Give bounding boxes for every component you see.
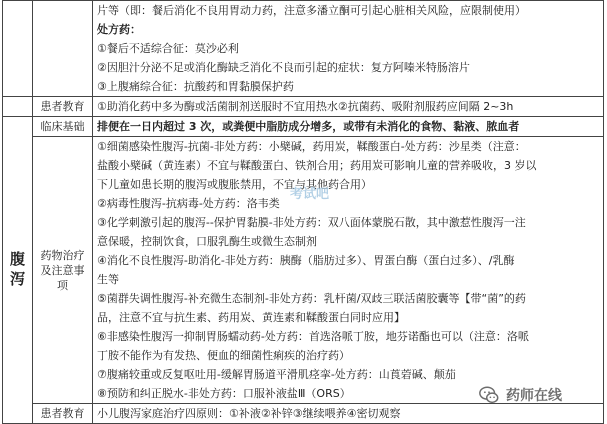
text-line: ⑦腹痛较重或反复呕吐用-缓解胃肠道平滑肌痉挛-处方药：山莨菪碱、颠茄 [97,368,456,381]
watermark-site: 考试吧 [290,187,330,202]
clinical-basis-text: 排便在一日内超过 3 次，或粪便中脂肪成分增多，或带有未消化的食物、黏液、脓血者 [93,117,604,137]
text-line: ②病毒性腹泻-抗病毒-处方药：洛韦类 [97,197,280,210]
label-cell-empty [33,1,93,97]
text-line: 下儿童如患长期的腹泻或腹胀禁用，不宜与其他药合用） [97,178,372,191]
text-line: 片等（即：餐后消化不良用胃动力药，注意多潘立酮可引起心脏相关风险，应限制使用） [97,4,526,17]
text-line: ③化学刺激引起的腹泻--保护胃黏膜-非处方药：双八面体蒙脱石散，其中激惹性腹泻一注 [97,216,526,229]
row-patient-education-2 [3,404,604,424]
pharmacy-guide-table [2,0,604,424]
row-dyspepsia-prescription [3,1,604,97]
text-line: ⑥非感染性腹泻一抑制胃肠蠕动药-处方药：首选洛哌丁胺，地芬诺酯也可以（注意：洛哌 [97,330,529,343]
text-line: ①餐后不适综合征：莫沙必利 [97,42,239,55]
row-clinical-basis [3,117,604,137]
section-cell-empty [3,97,33,117]
section-label: 腹泻 [9,250,25,288]
row-label: 临床基础 [33,117,93,137]
text-line: 品，注意不宜与抗生素、药用炭、黄连素和鞣酸蛋白同时应用】 [97,311,405,324]
row-label: 患者教育 [33,97,93,117]
text-line: 丁胺不能作为有发热、便血的细菌性痢疾的治疗药） [97,349,350,362]
section-cell-empty [3,1,33,97]
text-line: 生等 [97,273,119,286]
patient-education-text: 小儿腹泻家庭治疗四原则：①补液②补锌③继续喂养④密切观察 [93,404,604,424]
text-line: ④消化不良性腹泻-助消化-非处方药：胰酶（脂肪过多）、胃蛋白酶（蛋白过多）、/乳酶 [97,254,515,267]
row-label: 患者教育 [33,404,93,424]
dyspepsia-drug-cell [93,1,604,97]
text-line: ⑧预防和纠正脱水-非处方药：口服补液盐Ⅲ（ORS） [97,387,351,400]
text-line: ③上腹痛综合征：抗酸药和胃黏膜保护药 [97,80,294,93]
text-line: ①细菌感染性腹泻-抗菌-非处方药：小檗碱，药用炭，鞣酸蛋白-处方药：沙星类（注意： [97,140,526,153]
section-label-cell [3,117,33,424]
row-label: 药物治疗及注意事项 [33,137,93,404]
patient-education-text: ①助消化药中多为酶或活菌制剂送服时不宜用热水②抗菌药、吸附剂服药应间隔 2~3h [93,97,604,117]
drug-therapy-cell [93,137,604,404]
watermark-brand [478,384,562,406]
row-patient-education-1 [3,97,604,117]
text-line: 处方药： [97,23,141,36]
text-line: ⑤菌群失调性腹泻-补充微生态制剂-非处方药：乳杆菌/双歧三联活菌胶囊等【带“菌”的药 [97,292,526,305]
text-line: 盐酸小檗碱（黄连素）不宜与鞣酸蛋白、铁剂合用；药用炭可影响儿童的营养吸收，3 岁以 [97,159,537,172]
watermark-brand-text: 药师在线 [506,388,562,404]
text-line: 意保暖，控制饮食，口服乳酶生或微生态制剂 [97,235,317,248]
text-line: ②因胆汁分泌不足或消化酶缺乏消化不良而引起的症状：复方阿嗪米特肠溶片 [97,61,470,74]
row-drug-therapy [3,137,604,404]
wechat-icon [478,384,500,406]
